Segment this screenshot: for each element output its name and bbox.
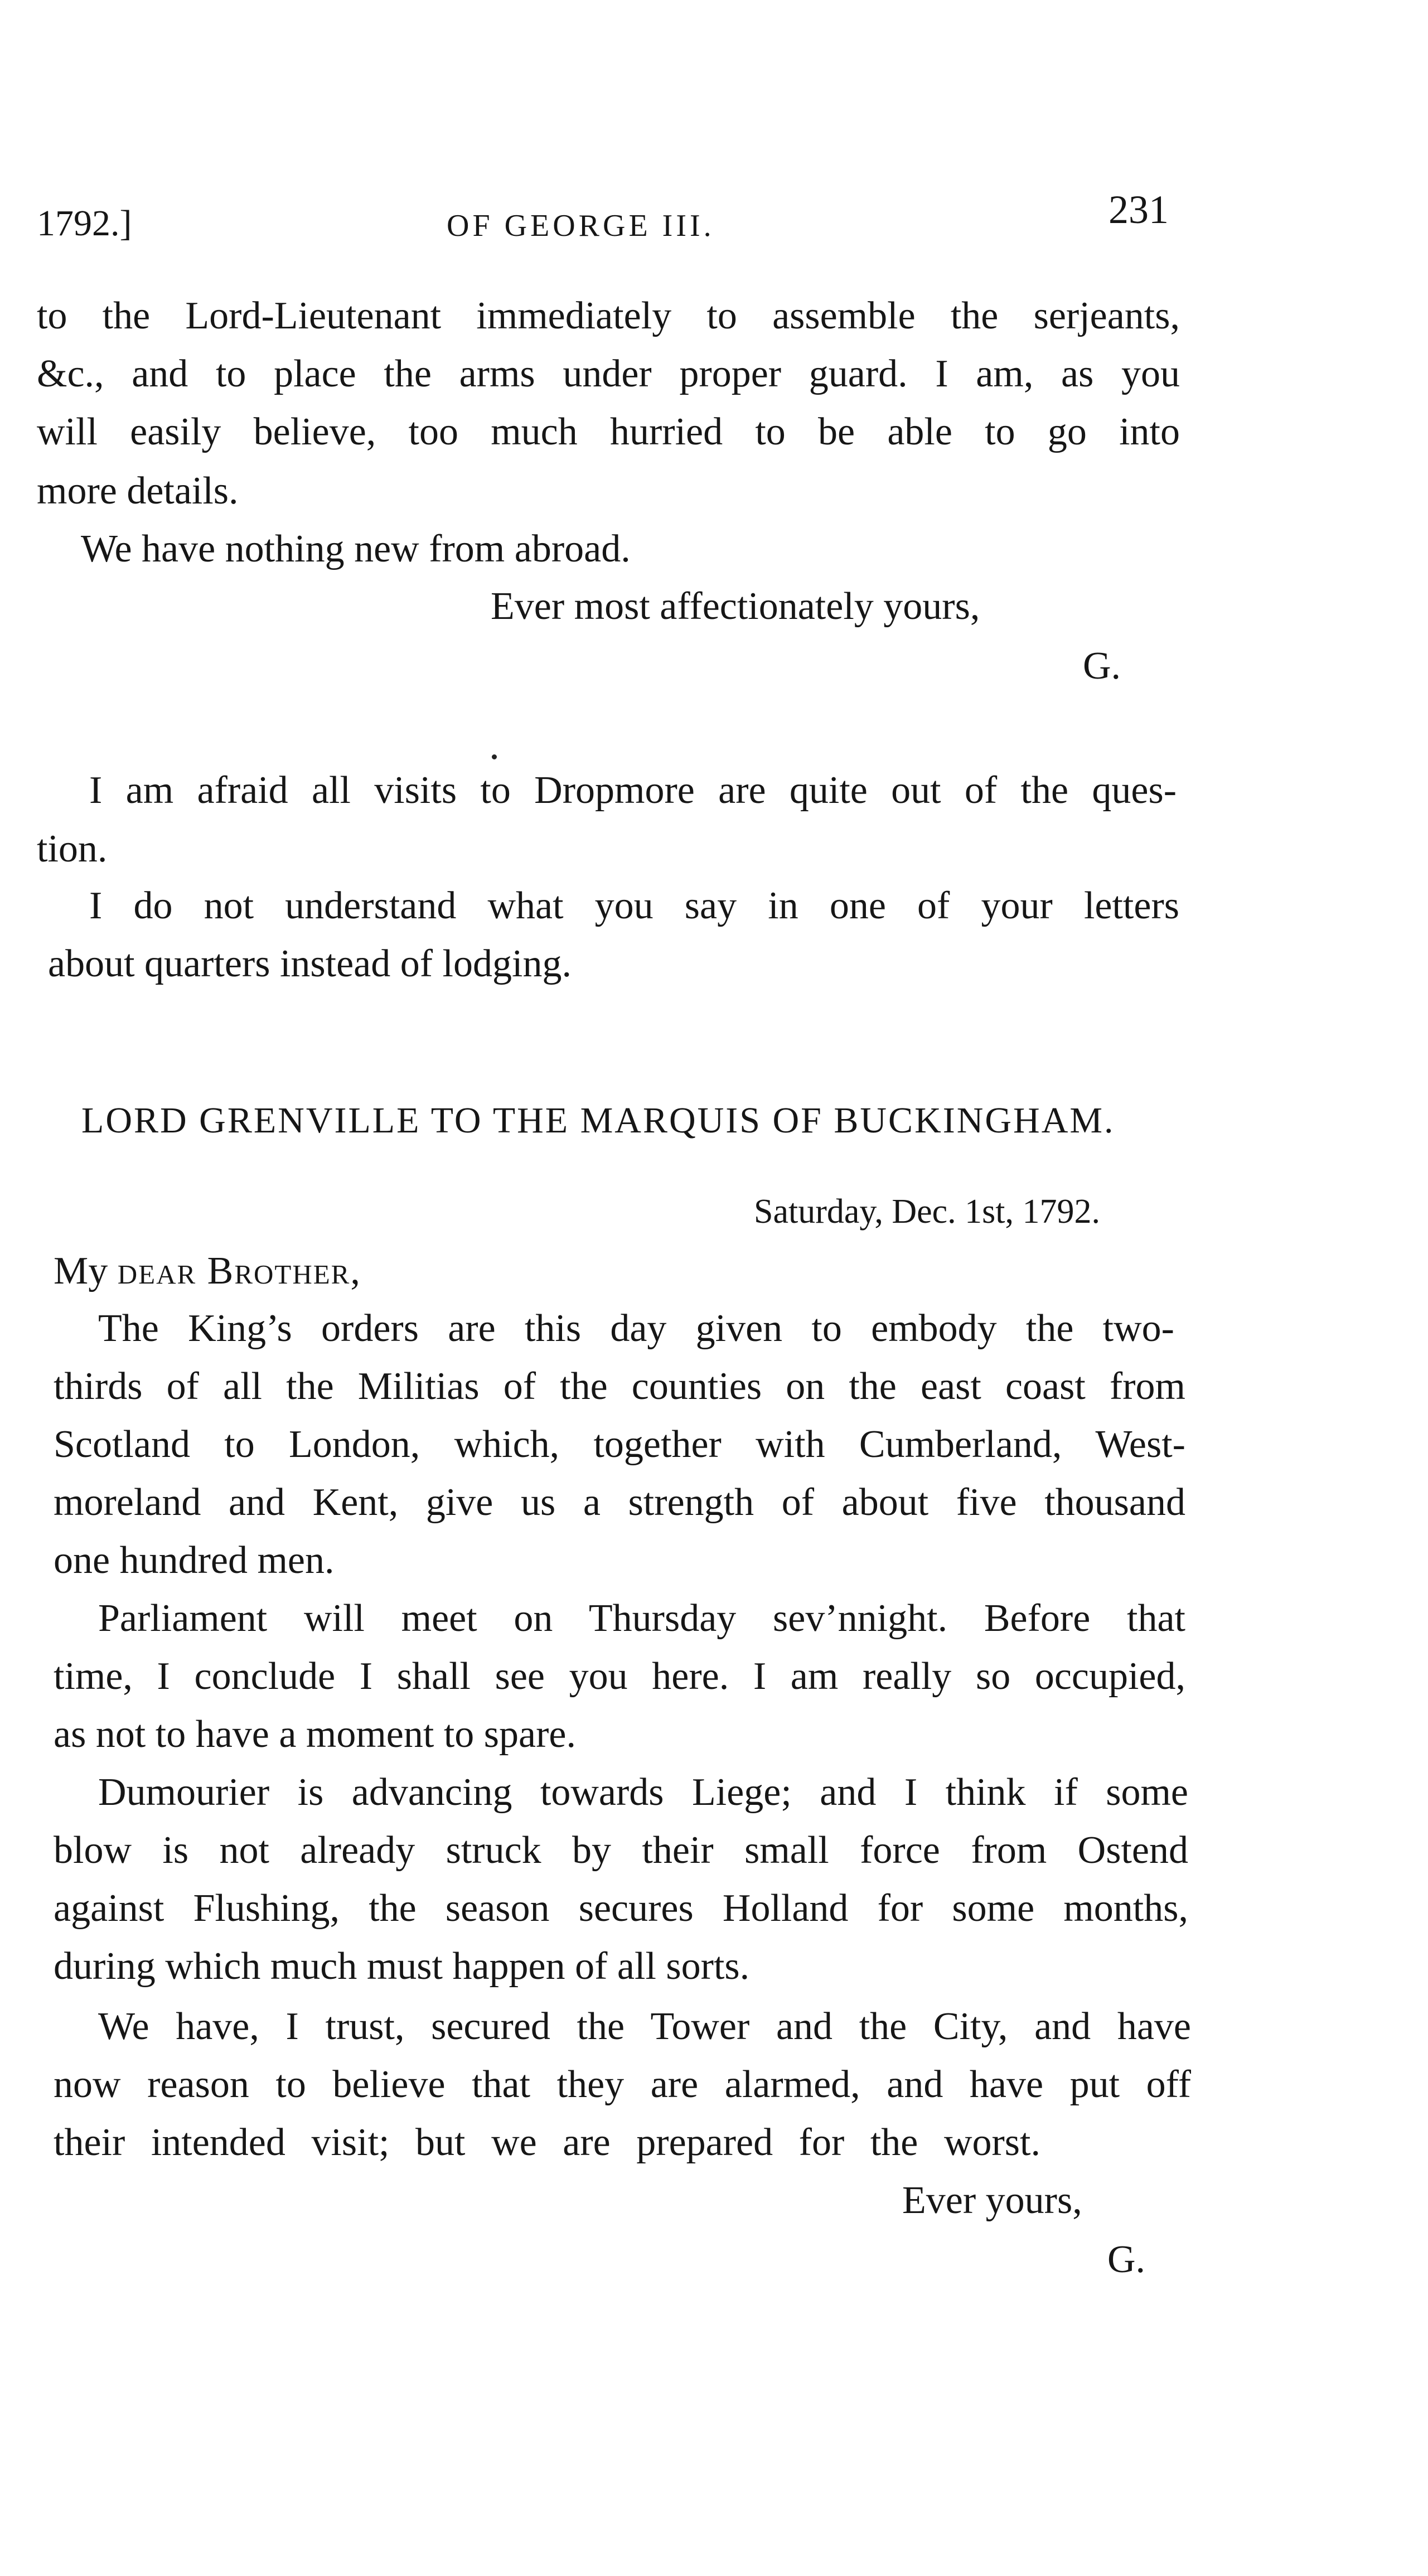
salutation — [54, 1252, 361, 1291]
body-line: &c., and to place the arms under proper guard. I am, as you — [37, 355, 1180, 395]
body-line: will easily believe, too much hurried to be able to go into — [37, 413, 1180, 453]
postscript-line: I do not understand what you say in one of your letters — [89, 887, 1179, 927]
postscript-line: tion. — [37, 827, 108, 870]
header-year: 1792.] — [37, 203, 132, 244]
letter-date: Saturday, Dec. 1st, 1792. — [754, 1193, 1101, 1231]
letter-heading: LORD GRENVILLE TO THE MARQUIS OF BUCKINGHAM. — [81, 1100, 1115, 1141]
body-line: as not to have a moment to spare. — [54, 1713, 576, 1756]
postscript-line: about quarters instead of lodging. — [48, 942, 572, 985]
body-line: during which much must happen of all sorts. — [54, 1945, 750, 1988]
body-line: time, I conclude I shall see you here. I am really so occupied, — [54, 1657, 1185, 1698]
signature: G. — [1083, 645, 1121, 687]
body-line: now reason to believe that they are alarmed, and have put off — [54, 2065, 1191, 2106]
body-line: to the Lord-Lieutenant immediately to assemble the serjeants, — [37, 297, 1180, 337]
body-line: blow is not already struck by their small force from Ostend — [54, 1831, 1188, 1872]
body-line: The King’s orders are this day given to embody the two- — [98, 1309, 1174, 1350]
salutation-rest: dear Brother, — [117, 1250, 361, 1292]
body-line: We have, I trust, secured the Tower and the City, and have — [98, 2007, 1191, 2048]
postscript-line: I am afraid all visits to Dropmore are quite out of the ques- — [89, 771, 1177, 812]
body-line: Dumourier is advancing towards Liege; and I think if some — [98, 1773, 1188, 1814]
signature: G. — [1107, 2238, 1146, 2281]
salutation-first: My — [54, 1250, 118, 1292]
running-header — [37, 187, 1169, 254]
body-line: one hundred men. — [54, 1539, 335, 1582]
body-line: thirds of all the Militias of the counties on the east coast from — [54, 1367, 1185, 1408]
body-line: more details. — [37, 469, 239, 512]
body-line: We have nothing new from abroad. — [81, 527, 631, 570]
body-line: Scotland to London, which, together with Cumberland, West- — [54, 1425, 1185, 1466]
body-line: Parliament will meet on Thursday sev’nnight. Before that — [98, 1599, 1185, 1640]
page-number: 231 — [1108, 187, 1169, 232]
stray-mark — [492, 754, 497, 759]
closing: Ever yours, — [902, 2179, 1082, 2222]
body-line: their intended visit; but we are prepared for the worst. — [54, 2123, 1040, 2164]
body-line: moreland and Kent, give us a strength of about five thousand — [54, 1483, 1185, 1524]
header-running-title: OF GEORGE III. — [447, 209, 715, 243]
body-line: against Flushing, the season secures Holland for some months, — [54, 1889, 1188, 1930]
closing: Ever most affectionately yours, — [491, 585, 980, 628]
